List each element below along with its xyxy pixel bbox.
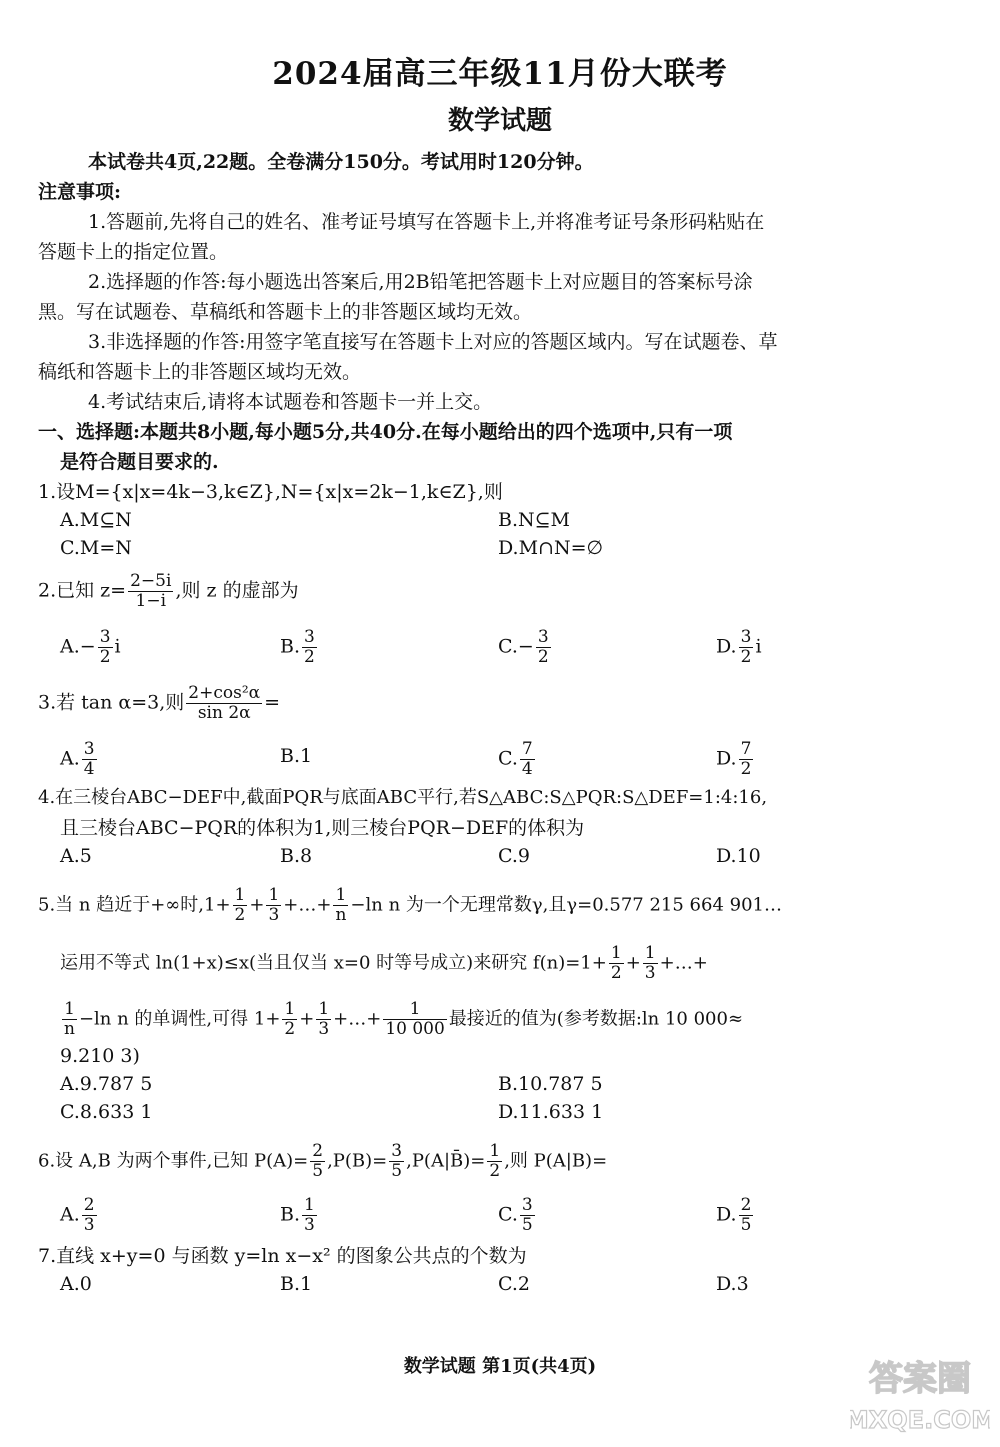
denominator: 2 [489, 1161, 501, 1181]
numerator: 2 [740, 1195, 752, 1215]
question-4-line2: 且三棱台ABC−PQR的体积为1,则三棱台PQR−DEF的体积为 [60, 817, 585, 839]
watermark-logo-graphic [850, 1348, 990, 1438]
option-a-denominator: 2 [99, 647, 111, 667]
option-b-prefix: B. [280, 1203, 301, 1226]
question-5-line3 [60, 1000, 743, 1039]
q6-post: ,则 P(A|B)= [504, 1150, 608, 1172]
denominator: n [335, 905, 347, 925]
option-a-prefix: A.− [60, 635, 96, 658]
q5-l3-frac3 [383, 1000, 446, 1039]
option-d-numerator: 3 [740, 627, 752, 647]
option-c-prefix: C.− [498, 635, 534, 658]
question-3-stem [38, 684, 280, 723]
numerator: 3 [521, 1195, 533, 1215]
question-2-option-d [716, 628, 762, 667]
question-5-line1 [38, 886, 782, 925]
option-a-numerator: 3 [99, 627, 111, 647]
question-2-option-a [60, 628, 121, 667]
numerator: 2 [83, 1195, 95, 1215]
question-4-line1: 4.在三棱台ABC−DEF中,截面PQR与底面ABC平行,若S△ABC:S△PQR:S△DEF=1:4:16, [38, 787, 768, 808]
numerator: 1 [304, 1195, 315, 1215]
question-1-option-d: D.M∩N=∅ [498, 537, 604, 559]
numerator: 1 [62, 1000, 77, 1020]
option-a-prefix: A. [60, 747, 80, 770]
q5-l1-frac1 [233, 886, 248, 925]
question-3-stem-post: = [264, 691, 281, 714]
exam-subject: 数学试题 [447, 106, 552, 136]
question-7-option-c: C.2 [498, 1273, 530, 1295]
option-c-denominator: 2 [537, 647, 549, 667]
option-b-denominator: 2 [304, 647, 315, 667]
denominator: 3 [83, 1215, 95, 1235]
question-2-stem-pre: 2.已知 z= [38, 579, 127, 602]
option-a-denominator: 4 [83, 759, 95, 779]
question-1-stem: 1.设M={x|x=4k−3,k∈Z},N={x|x=2k−1,k∈Z},则 [38, 481, 503, 503]
option-c-fraction [520, 740, 535, 779]
question-7-option-b: B.1 [280, 1273, 313, 1295]
exam-intro: 本试卷共4页,22题。全卷满分150分。考试用时120分钟。 [88, 151, 594, 173]
question-4-option-d: D.10 [716, 845, 761, 867]
question-2-fraction [128, 572, 173, 611]
question-3-fraction [186, 684, 262, 723]
denominator: 3 [304, 1215, 315, 1235]
denominator: 10 000 [385, 1019, 445, 1039]
question-3-option-a [60, 740, 99, 779]
question-3-option-d [716, 740, 755, 779]
numerator: 1 [610, 943, 622, 963]
notice-item-1-line2: 答题卡上的指定位置。 [38, 241, 229, 263]
q5-l3-mid3: +…+ [333, 1008, 382, 1030]
section-heading-line2: 是符合题目要求的. [60, 451, 219, 473]
denominator: 5 [740, 1215, 752, 1235]
q6-frac2 [389, 1142, 404, 1181]
q5-l1-mid: + [249, 894, 265, 916]
question-5-line2 [60, 944, 708, 983]
question-7-stem: 7.直线 x+y=0 与函数 y=ln x−x² 的图象公共点的个数为 [38, 1245, 527, 1267]
option-c-fraction [520, 1196, 535, 1235]
question-6-option-d [716, 1196, 755, 1235]
denominator: 5 [312, 1161, 324, 1181]
q5-l3-frac2 [316, 1000, 331, 1039]
question-4-option-a: A.5 [60, 845, 92, 867]
question-5-line4: 9.210 3) [60, 1045, 140, 1067]
question-1-option-a: A.M⊆N [60, 509, 132, 531]
question-1-option-b: B.N⊆M [498, 509, 571, 531]
notice-item-1-line1: 1.答题前,先将自己的姓名、准考证号填写在答题卡上,并将准考证号条形码粘贴在 [88, 211, 765, 233]
denominator: 2 [284, 1019, 296, 1039]
q5-l3-frac0 [62, 1000, 77, 1039]
q5-l2-post: +…+ [659, 952, 708, 974]
exam-title: 2024届高三年级11月份大联考 [272, 56, 728, 92]
numerator: 3 [391, 1141, 403, 1161]
numerator: 1 [489, 1141, 501, 1161]
option-b-fraction [302, 1196, 317, 1235]
q5-l2-pre: 运用不等式 ln(1+x)≤x(当且仅当 x=0 时等号成立)来研究 f(n)=1+ [60, 952, 607, 974]
numerator: 1 [284, 999, 296, 1019]
question-4-option-c: C.9 [498, 845, 530, 867]
section-heading-line1: 一、选择题:本题共8小题,每小题5分,共40分.在每小题给出的四个选项中,只有一项 [38, 421, 733, 443]
option-c-denominator: 4 [521, 759, 533, 779]
q5-l3-post: 最接近的值为(参考数据:ln 10 000≈ [448, 1008, 744, 1030]
q6-frac3 [487, 1142, 502, 1181]
q5-l1-pre: 5.当 n 趋近于+∞时,1+ [38, 894, 231, 916]
q6-mid2: ,P(A|B̄)= [406, 1150, 486, 1172]
option-b-numerator: 3 [304, 627, 315, 647]
page-footer: 数学试题 第1页(共4页) [403, 1356, 597, 1377]
q5-l3-mid: −ln n 的单调性,可得 1+ [78, 1008, 281, 1030]
option-d-fraction [739, 1196, 754, 1235]
question-7-option-d: D.3 [716, 1273, 749, 1295]
denominator: 3 [644, 963, 656, 983]
numerator: 2 [312, 1141, 324, 1161]
q5-l3-mid2: + [299, 1008, 315, 1030]
question-6-stem [38, 1142, 607, 1181]
option-c-fraction [536, 628, 551, 667]
option-a-fraction [98, 628, 113, 667]
question-5-option-a: A.9.787 5 [60, 1073, 153, 1095]
notice-item-3-line1: 3.非选择题的作答:用签字笔直接写在答题卡上对应的答题区域内。写在试题卷、草 [88, 331, 778, 353]
question-2-stem-post: ,则 z 的虚部为 [175, 579, 299, 602]
question-2-option-c [498, 628, 553, 667]
option-a-suffix: i [114, 635, 121, 658]
notice-item-2-line2: 黑。写在试题卷、草稿纸和答题卡上的非答题区域均无效。 [38, 301, 533, 323]
option-d-fraction [739, 740, 754, 779]
question-3-numerator: 2+cos²α [188, 683, 261, 703]
question-1-option-c: C.M=N [60, 537, 132, 559]
q5-l3-frac1 [282, 1000, 297, 1039]
option-b-fraction [302, 628, 317, 667]
notice-item-2-line1: 2.选择题的作答:每小题选出答案后,用2B铅笔把答题卡上对应题目的答案标号涂 [88, 271, 753, 293]
option-c-prefix: C. [498, 747, 518, 770]
question-5-option-c: C.8.633 1 [60, 1101, 153, 1123]
denominator: n [64, 1019, 75, 1039]
denominator: 2 [234, 905, 246, 925]
denominator: 2 [610, 963, 622, 983]
denominator: 3 [268, 905, 280, 925]
q5-l1-mid2: +…+ [283, 894, 332, 916]
option-a-fraction [82, 740, 97, 779]
q5-l1-post: −ln n 为一个无理常数γ,且γ=0.577 215 664 901… [350, 894, 782, 916]
question-2-option-b [280, 628, 319, 667]
denominator: 3 [318, 1019, 330, 1039]
option-d-prefix: D. [716, 1203, 737, 1226]
question-3-stem-pre: 3.若 tan α=3,则 [38, 691, 185, 714]
notice-heading: 注意事项: [38, 181, 122, 203]
q5-l2-frac1 [609, 944, 624, 983]
question-5-option-d: D.11.633 1 [498, 1101, 604, 1123]
denominator: 5 [391, 1161, 403, 1181]
question-6-option-c [498, 1196, 537, 1235]
question-3-option-c [498, 740, 537, 779]
watermark-text-url: MXQE.COM [850, 1406, 990, 1434]
watermark-text-cn: 答案圈 [869, 1359, 971, 1399]
option-c-numerator: 7 [521, 739, 533, 759]
q5-l1-frac2 [266, 886, 281, 925]
option-a-numerator: 3 [83, 739, 95, 759]
question-3-option-b: B.1 [280, 745, 313, 767]
q6-frac1 [310, 1142, 325, 1181]
question-5-option-b: B.10.787 5 [498, 1073, 603, 1095]
q5-l2-frac2 [643, 944, 658, 983]
question-2-numerator: 2−5i [130, 571, 172, 591]
numerator: 1 [644, 943, 656, 963]
option-d-prefix: D. [716, 635, 737, 658]
denominator: 5 [521, 1215, 533, 1235]
watermark-logo [850, 1348, 990, 1438]
option-c-numerator: 3 [537, 627, 549, 647]
question-3-denominator: sin 2α [197, 703, 251, 723]
question-7-option-a: A.0 [60, 1273, 92, 1295]
question-6-option-b [280, 1196, 319, 1235]
option-d-fraction [739, 628, 754, 667]
option-d-denominator: 2 [740, 759, 752, 779]
option-a-prefix: A. [60, 1203, 80, 1226]
question-6-option-a [60, 1196, 99, 1235]
q5-l2-mid: + [625, 952, 641, 974]
question-2-denominator: 1−i [135, 591, 167, 611]
option-b-prefix: B. [280, 635, 301, 658]
notice-item-3-line2: 稿纸和答题卡上的非答题区域均无效。 [38, 361, 362, 383]
numerator: 1 [268, 885, 280, 905]
option-d-suffix: i [755, 635, 762, 658]
numerator: 1 [333, 886, 348, 906]
q6-pre: 6.设 A,B 为两个事件,已知 P(A)= [38, 1150, 309, 1172]
numerator: 1 [318, 999, 330, 1019]
q6-mid1: ,P(B)= [327, 1150, 388, 1172]
option-d-denominator: 2 [740, 647, 752, 667]
option-a-fraction [82, 1196, 97, 1235]
notice-item-4: 4.考试结束后,请将本试题卷和答题卡一并上交。 [88, 391, 493, 413]
option-d-numerator: 7 [740, 739, 752, 759]
question-4-option-b: B.8 [280, 845, 313, 867]
option-c-prefix: C. [498, 1203, 518, 1226]
option-d-prefix: D. [716, 747, 737, 770]
numerator: 1 [383, 1000, 446, 1020]
question-2-stem [38, 572, 299, 611]
q5-l1-frac3 [333, 886, 348, 925]
numerator: 1 [234, 885, 246, 905]
